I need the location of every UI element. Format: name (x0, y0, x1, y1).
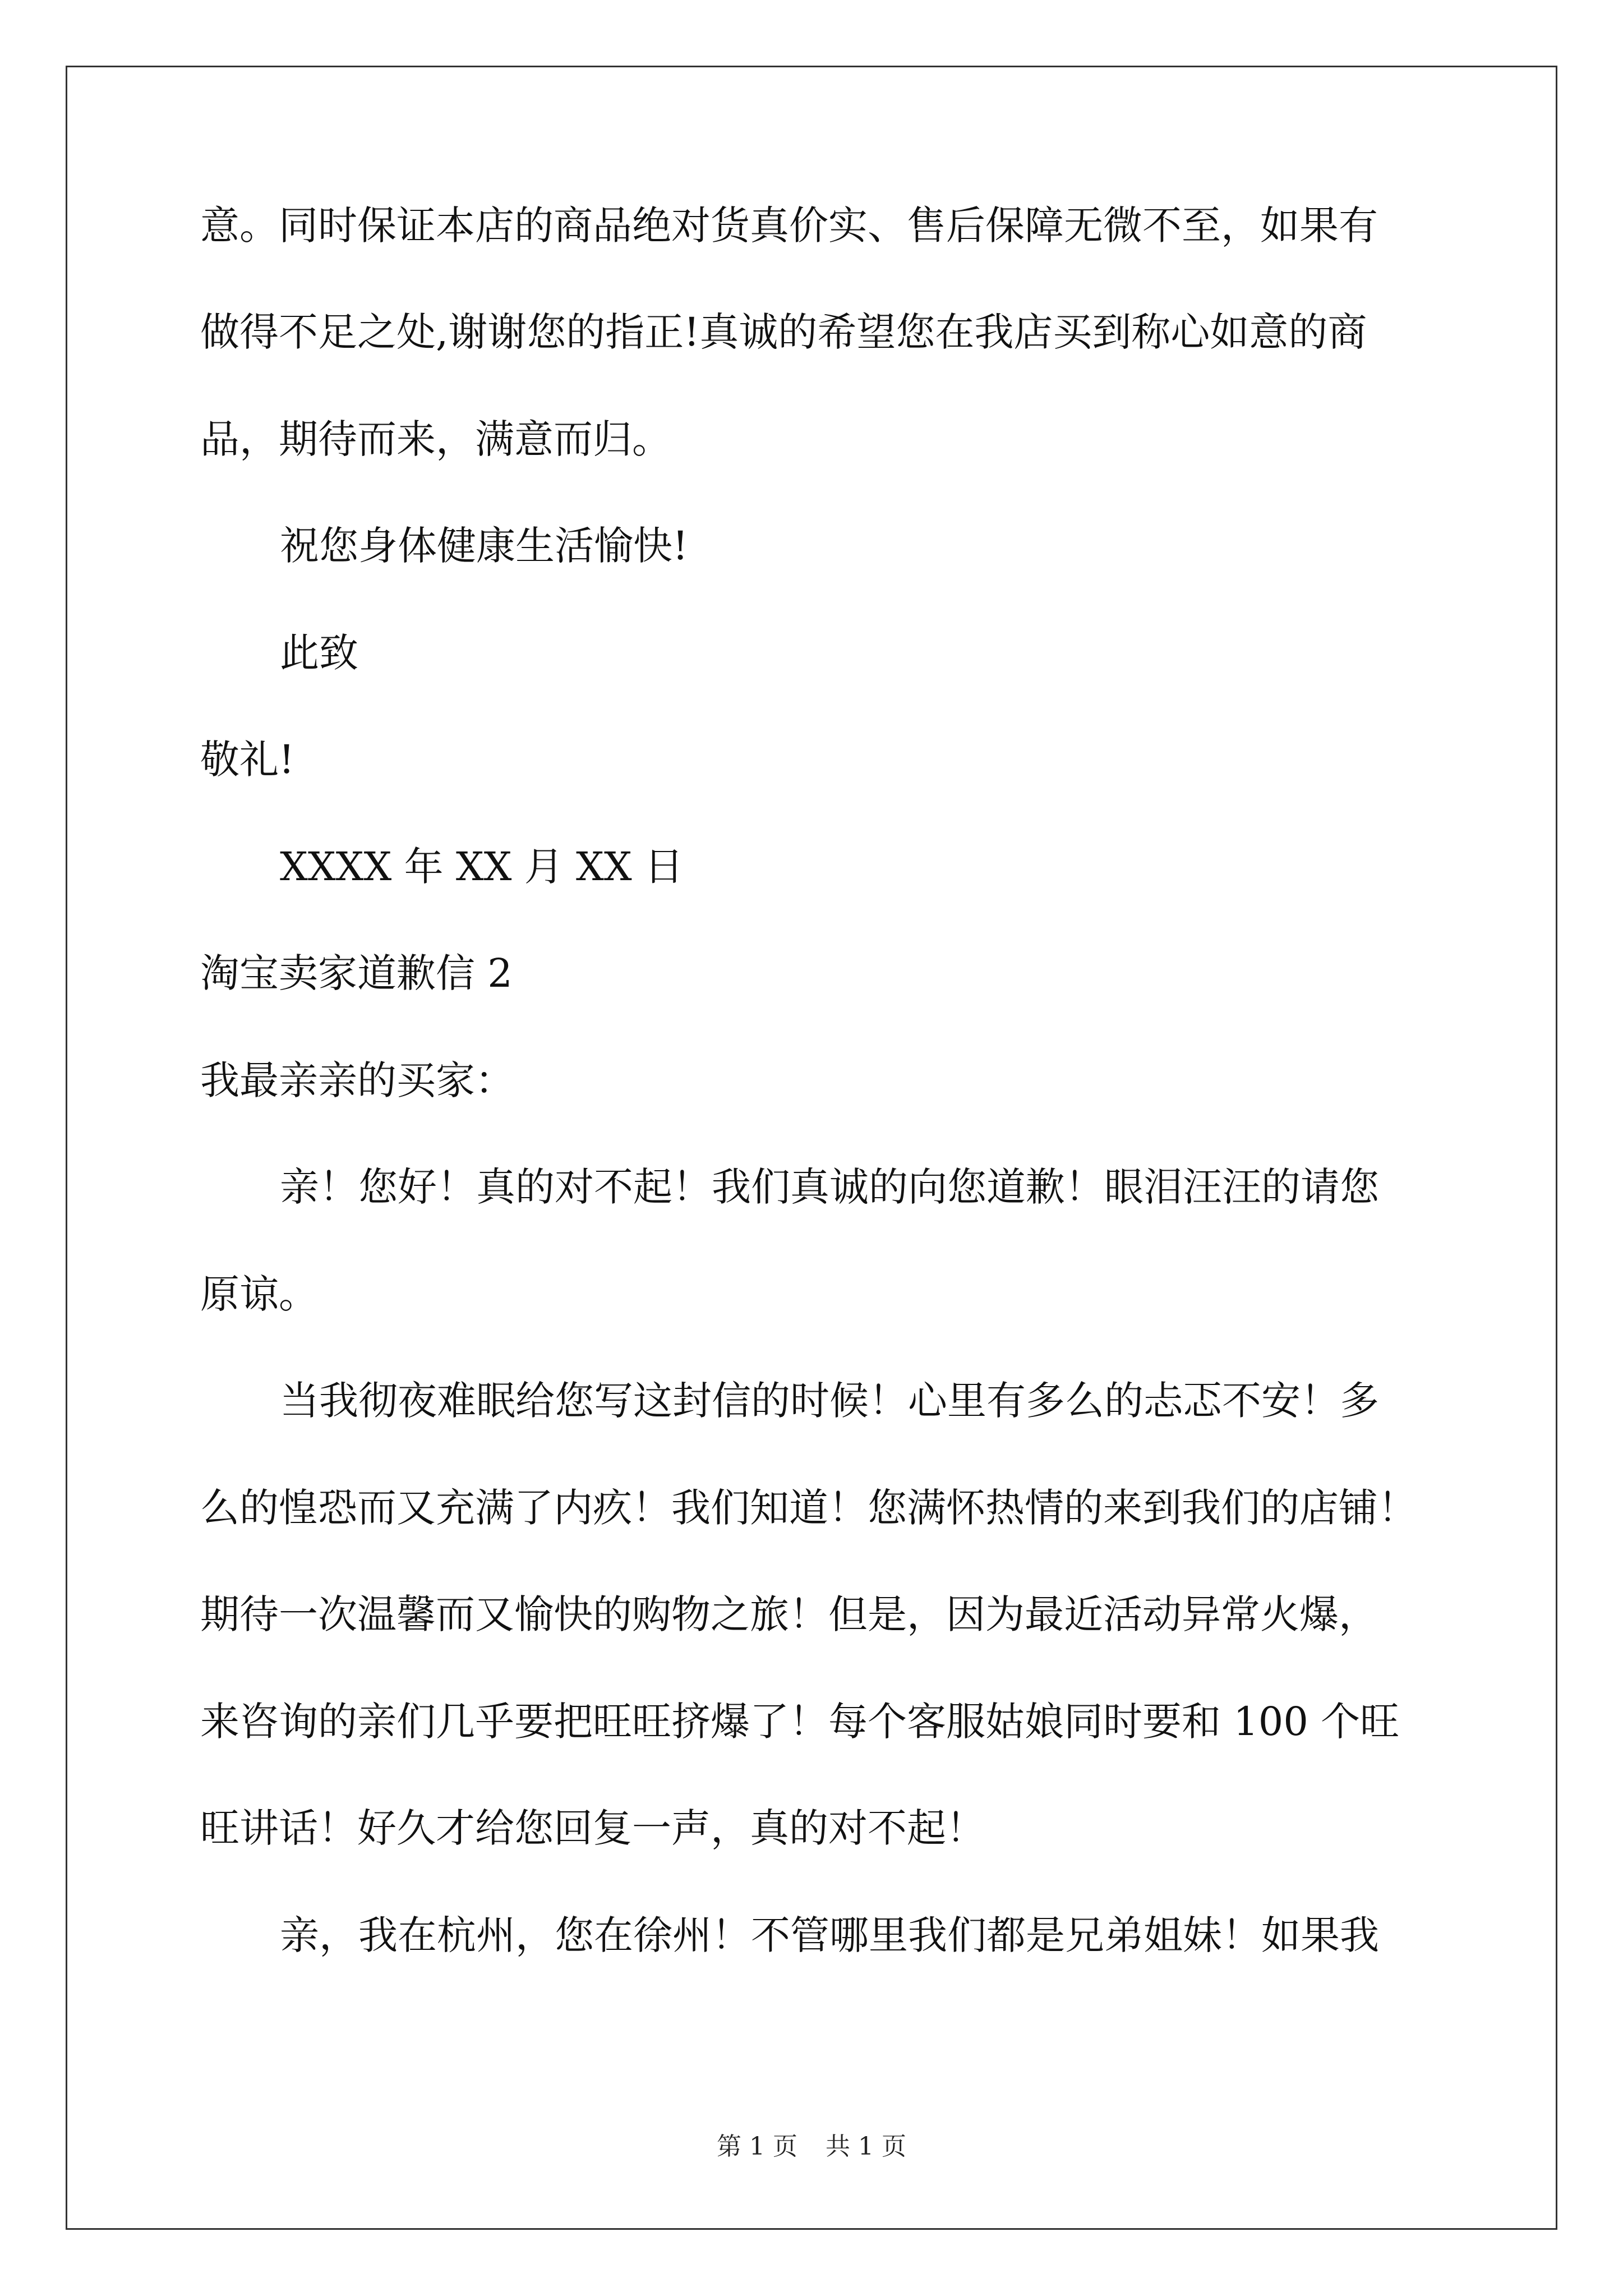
text-line: 期待一次温馨而又愉快的购物之旅！但是，因为最近活动异常火爆， (200, 1591, 1378, 1637)
text-line: 此致 (280, 630, 358, 676)
page-border (66, 66, 1557, 2230)
text-line: 做得不足之处,谢谢您的指正!真诚的希望您在我店买到称心如意的商 (200, 309, 1367, 355)
text-line: 亲，我在杭州，您在徐州！不管哪里我们都是兄弟姐妹！如果我 (280, 1912, 1379, 1958)
text-line: 敬礼! (200, 737, 295, 783)
page-number: 第 1 页 (717, 2132, 797, 2161)
section-title: 淘宝卖家道歉信 2 (200, 950, 513, 996)
text-line: 旺讲话！好久才给您回复一声，真的对不起！ (200, 1805, 985, 1851)
text-line: 当我彻夜难眠给您写这封信的时候！心里有多么的忐忑不安！多 (280, 1378, 1379, 1424)
salutation: 我最亲亲的买家： (200, 1057, 514, 1103)
text-line: 祝您身体健康生活愉快! (280, 523, 689, 569)
text-line: 意。同时保证本店的商品绝对货真价实、售后保障无微不至，如果有 (200, 203, 1378, 249)
text-line: 么的惶恐而又充满了内疚！我们知道！您满怀热情的来到我们的店铺！ (200, 1485, 1417, 1531)
total-pages: 共 1 页 (826, 2132, 906, 2161)
text-line: 来咨询的亲们几乎要把旺旺挤爆了！每个客服姑娘同时要和 100 个旺 (200, 1699, 1400, 1745)
text-line: 亲！您好！真的对不起！我们真诚的向您道歉！眼泪汪汪的请您 (280, 1164, 1379, 1210)
text-line: 原谅。 (200, 1271, 318, 1317)
page-footer (0, 2126, 1623, 2162)
date-line: XXXX 年 XX 月 XX 日 (280, 844, 684, 890)
text-line: 品，期待而来，满意而归。 (200, 416, 671, 462)
